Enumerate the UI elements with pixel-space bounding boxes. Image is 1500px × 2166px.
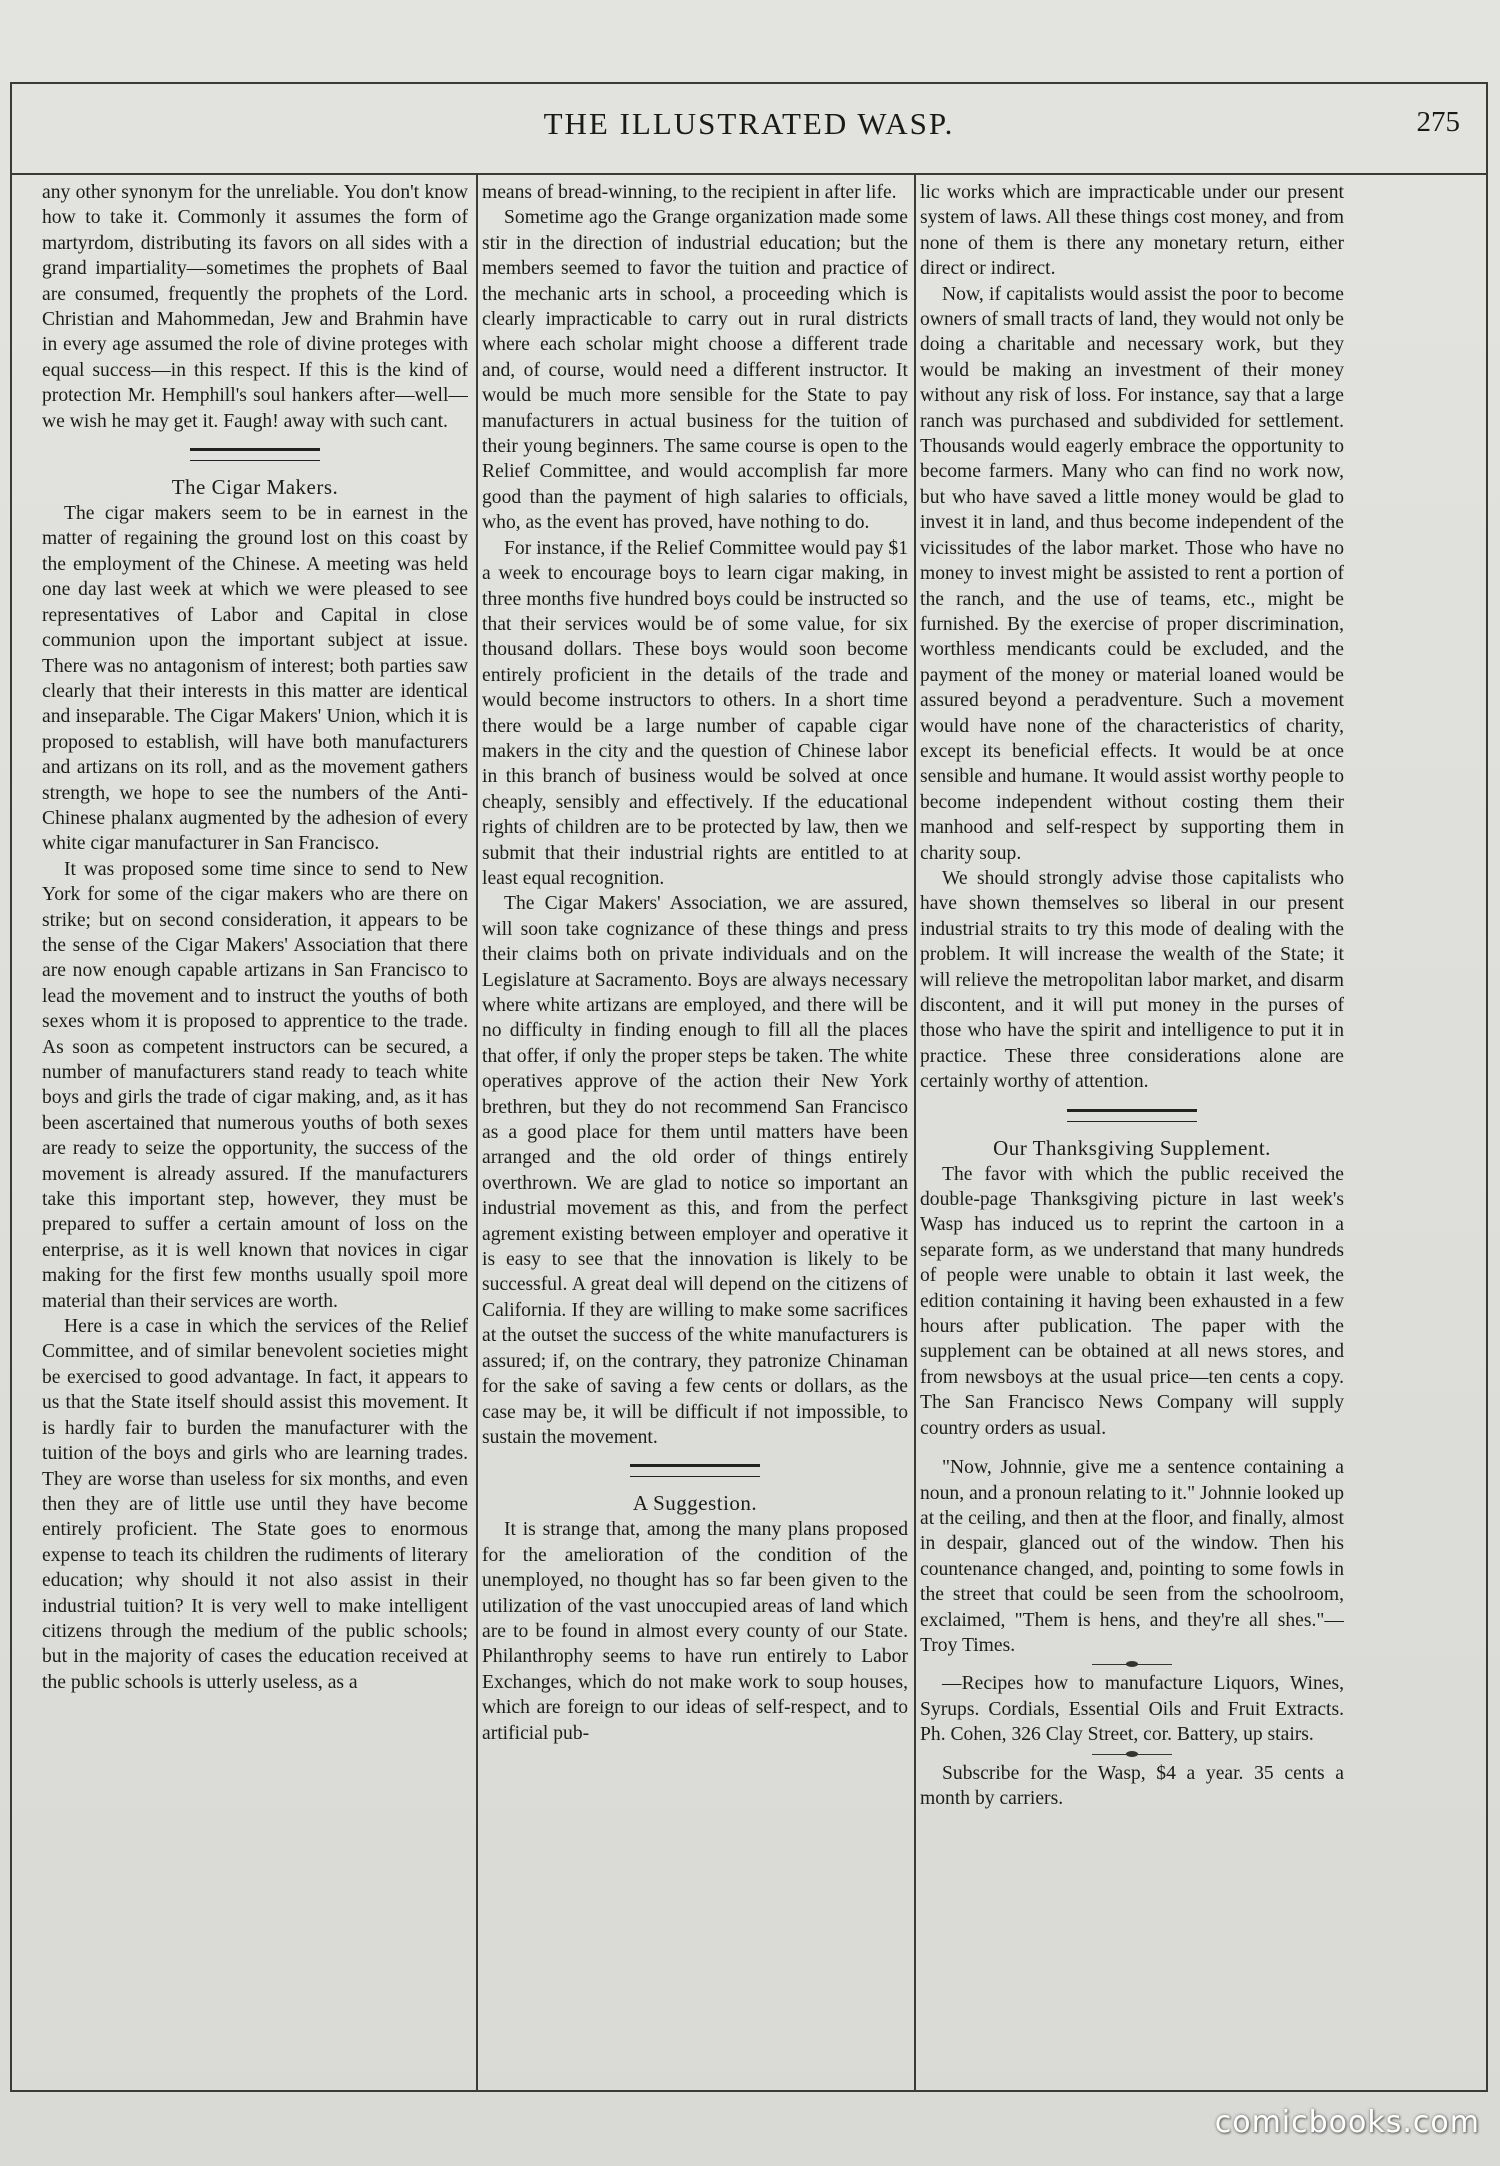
paragraph: The cigar makers seem to be in earnest in the matter of regaining the ground lost on this coast by the employment of the Chinese. A meeting was held one day last week at which we were pleased to see representatives of Labor and Capital in close communion upon the important subject at issue. There was no antagonism of interest; both parties saw clearly that their interests in this matter are identical and inseparable. The Cigar Makers' Union, which it is proposed to establish, will have both manufacturers and artizans on its roll, and as the movement gathers strength, we hope to see the numbers of the Anti-Chinese phalanx augmented by the adhesion of every white cigar manufacturer in San Francisco. [42,503,468,855]
paragraph: For instance, if the Relief Committee would pay $1 a week to encourage boys to learn cigar making, in three months five hundred boys could be instructed so that their services would be of some value, for six thousand dollars. These boys would soon become entirely proficient in the details of the trade and would become instructors to others. In a short time there would be a large number of capable cigar makers in the city and the question of Chinese labor in this branch of business would be solved at once cheaply, sensibly and effectively. If the educational rights of children are to be protected by law, then we submit that their industrial rights are entitled to at least equal recognition. [482,537,908,889]
paragraph: means of bread-winning, to the recipient in after life. [482,182,897,203]
column-2 [482,180,908,2092]
header-rule [10,173,1488,175]
paragraph: The favor with which the public received the double-page Thanksgiving picture in last week's Wasp has induced us to reprint the cartoon in a separate form, as we understand that many hundreds of people were unable to obtain it last week, the edition containing it having been exhausted in a few hours after publication. The paper with the supplement can be obtained at all news stores, and from newsboys at the usual price—ten cents a copy. The San Francisco News Company will supply country orders as usual. [920,1163,1344,1439]
section-divider [190,448,320,461]
column-divider [476,173,478,2092]
section-heading: Our Thanksgiving Supplement. [993,1135,1271,1160]
page-number: 275 [1416,106,1460,138]
paragraph: Here is a case in which the services of the Relief Committee, and of similar benevolent societies might be exercised to good advantage. In fact, it appears to us that the State itself should assist this movement. It is hardly fair to burden the manufacturer with the tuition of the boys and girls who are learning trades. They are worse than useless for six months, and even then they are of little use until they have become entirely proficient. The State goes to enormous expense to teach its children the rudiments of literary education; why should it not also assist in their industrial tuition? It is very well to make intelligent citizens through the medium of the public schools; but in the majority of cases the education received at the public schools is utterly useless, as a [42,1316,468,1693]
ornament-divider [1092,1664,1172,1665]
column-3 [920,180,1344,2092]
section-heading: The Cigar Makers. [171,475,339,500]
section-divider [630,1464,760,1477]
paragraph: any other synonym for the unreliable. You don't know how to take it. Commonly it assumes the form of martyrdom, distributing its favors on all sides with a grand impartiality—sometimes the prophets of Baal are consumed, frequently the prophets of the Lord. Christian and Mahommedan, Jew and Brahmin have in every age assumed the role of divine proteges with equal success—in this respect. If this is the kind of protection Mr. Hemphill's soul hankers after—well—we wish he may get it. Faugh! away with such cant. [42,182,468,432]
paragraph: —Recipes how to manufacture Liquors, Wines, Syrups. Cordials, Essential Oils and Fruit Extracts. Ph. Cohen, 326 Clay Street, cor. Battery, up stairs. [920,1673,1344,1746]
paragraph: It was proposed some time since to send to New York for some of the cigar makers who are there on strike; but on second consideration, it appears to be the sense of the Cigar Makers' Association that there are now enough capable artizans in San Francisco to lead the movement and to instruct the youths of both sexes whom it is proposed to apprentice to the trade. As soon as competent instructors can be secured, a number of manufacturers stand ready to teach white boys and girls the trade of cigar making, and, as it has been ascertained that numerous youths of both sexes are ready to seize the opportunity, the success of the movement is already assured. If the manufacturers take this important step, however, they must be prepared to suffer a certain amount of loss on the enterprise, as it is well known that novices in cigar making for the first few months usually spoil more material than their services are worth. [42,858,468,1312]
page-title: THE ILLUSTRATED WASP. [543,106,955,141]
column-1 [42,180,468,2092]
spacer [920,1441,1344,1455]
ornament-divider [1092,1754,1172,1755]
section-heading: A Suggestion. [632,1491,758,1516]
paragraph: The Cigar Makers' Association, we are assured, will soon take cognizance of these things and press their claims both on private individuals and on the Legislature at Sacramento. Boys are always necessary where white artizans are employed, and there will be no difficulty in finding enough to fill all the places that offer, if only the proper steps be taken. The white operatives approve of the action their New York brethren, but they do not recommend San Francisco as a good place for them until matters have been arranged and the old order of things entirely overthrown. We are glad to notice so important an industrial movement as this, and from the perfect agrement existing between employer and operative it is easy to see that the innovation is likely to be successful. A great deal will depend on the citizens of California. If they are willing to make some sacrifices at the outset the success of the white manufacturers is assured; if, on the contrary, they patronize Chinaman for the sake of saving a few cents or dollars, as the case may be, it will be difficult if not impossible, to sustain the movement. [482,893,908,1448]
column-divider [914,173,916,2092]
paragraph: "Now, Johnnie, give me a sentence containing a noun, and a pronoun relating to it." Johnnie looked up at the ceiling, and then at the floor, and finally, almost in despair, glanced out of the window. Then his countenance changed, and, pointing to some fowls in the street that could be seen from the schoolroom, exclaimed, "Them is hens, and they're all shes."—Troy Times. [920,1457,1344,1656]
paragraph: Sometime ago the Grange organization made some stir in the direction of industrial education; but the members seemed to favor the tuition and practice of the mechanic arts in school, a proceeding which is clearly impracticable to carry out in rural districts where each scholar might choose a different trade and, of course, would need a different instructor. It would be much more sensible for the State to pay manufacturers in actual business for the tuition of their young beginners. The same course is open to the Relief Committee, and would accomplish far more good than the payment of high salaries to officials, who, as the event has proved, have nothing to do. [482,207,908,534]
paragraph: It is strange that, among the many plans proposed for the amelioration of the condition of the unemployed, no thought has so far been given to the utilization of the vast unoccupied areas of land which are to be found in almost every county of our State. Philanthrophy seems to have run entirely to Labor Exchanges, which do not make work to soup houses, which are foreign to our ideas of self-respect, and to artificial pub- [482,1519,908,1744]
paragraph: We should strongly advise those capitalists who have shown themselves so liberal in our present industrial straits to try this mode of dealing with the problem. It will increase the wealth of the State; it will relieve the metropolitan labor market, and disarm discontent, and it will put money in the purses of those who have the spirit and intelligence to put it in practice. These three considerations alone are certainly worthy of attention. [920,867,1344,1093]
paragraph: Subscribe for the Wasp, $4 a year. 35 cents a month by carriers. [920,1762,1344,1809]
paragraph: lic works which are impracticable under our present system of laws. All these things cost money, and from none of them is there any monetary return, either direct or indirect. [920,182,1344,280]
watermark: comicbooks.com [1214,2105,1480,2140]
section-divider [1067,1109,1197,1122]
page-header [10,102,1488,148]
paragraph: Now, if capitalists would assist the poor to become owners of small tracts of land, they would not only be doing a charitable and necessary work, but they would be making an investment of their money without any risk of loss. For instance, say that a large ranch was purchased and subdivided for settlement. Thousands would eagerly embrace the opportunity to become farmers. Many who can find no work now, but who have saved a little money would be glad to invest it in land, and thus become independent of the vicissitudes of the labor market. Those who have no money to invest might be assisted to rent a portion of the ranch, and the use of teams, etc., might be furnished. By the exercise of proper discrimination, worthless mendicants could be excluded, and the payment of the money or material loaned would be assured beyond a peradventure. Such a movement would have none of the characteristics of charity, except its beneficial effects. It would be at once sensible and humane. It would assist worthy people to become independent without costing them their manhood and self-respect by supporting them in charity soup. [920,283,1344,864]
